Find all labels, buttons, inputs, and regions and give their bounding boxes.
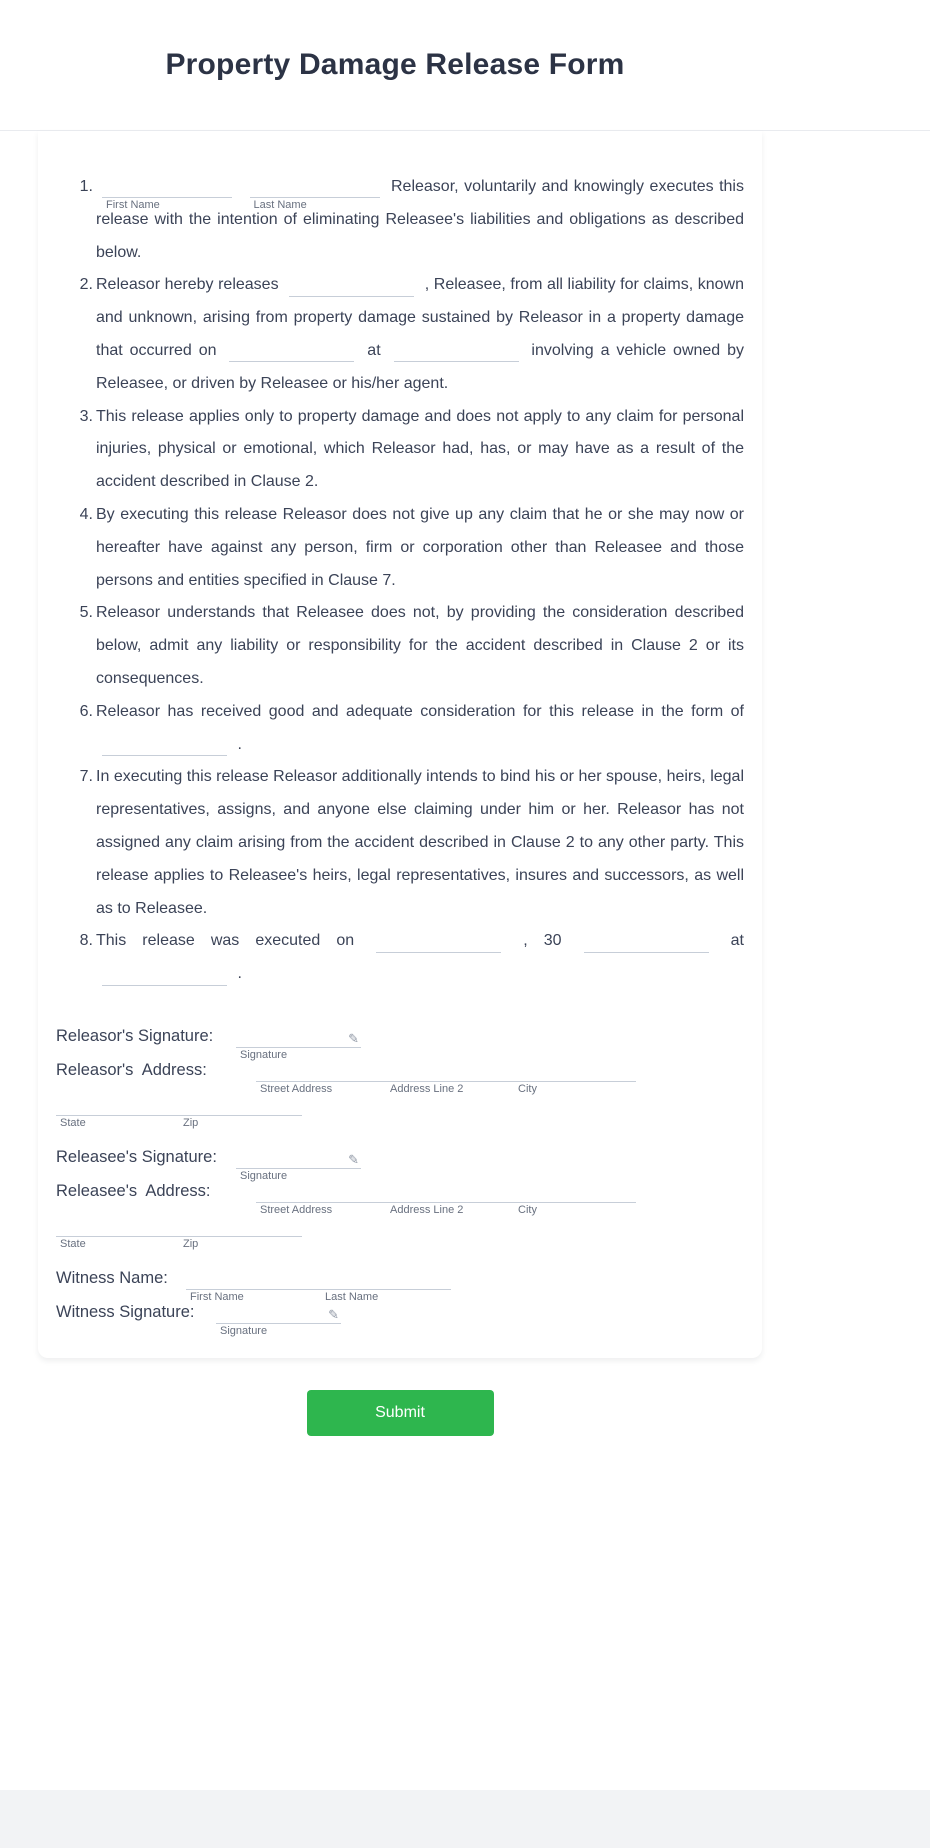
- form-card: [38, 131, 762, 1358]
- releasee-state-sublabel: State: [60, 1237, 86, 1250]
- clause-7: [79, 761, 744, 925]
- execution-date-input[interactable]: [376, 932, 501, 953]
- releasee-zip-field: [179, 1216, 302, 1250]
- witness-first-name-input[interactable]: [186, 1269, 321, 1290]
- releasee-street-field: [256, 1182, 386, 1216]
- releasor-state-zip-row: [56, 1095, 744, 1129]
- witness-last-name-sublabel: Last Name: [325, 1290, 379, 1303]
- releasor-address-label: Releasor's Address:: [56, 1061, 207, 1080]
- submit-button[interactable]: Submit: [307, 1390, 494, 1436]
- witness-first-name-sublabel: First Name: [190, 1290, 244, 1303]
- releasee-street-sublabel: Street Address: [260, 1203, 333, 1216]
- releasor-address2-field: [386, 1061, 514, 1095]
- clause-7-number: 7.: [79, 768, 93, 786]
- clause-8-text-2: , 30: [523, 932, 562, 950]
- accident-location-input[interactable]: [394, 341, 519, 362]
- releasee-address-row: [56, 1182, 744, 1216]
- releasor-state-input[interactable]: [56, 1095, 179, 1116]
- releasor-street-sublabel: Street Address: [260, 1082, 333, 1095]
- releasor-city-sublabel: City: [518, 1082, 537, 1095]
- releasee-signature-input[interactable]: [236, 1148, 361, 1169]
- releasee-zip-input[interactable]: [179, 1216, 302, 1237]
- clause-7-text: In executing this release Releasor additionally intends to bind his or her spouse, heirs, legal representatives, assigns, and anyone else claiming under him or her. Releasor has not assigned any claim arising from the accident described in Clause 2 to any other party. This release applies to Releasee's heirs, legal representatives, insures and successors, as well as to Releasee.: [96, 768, 744, 917]
- clause-2-text-2: , Releasee, from all liability for claims, known and unknown, arising from property damage sustained by Releasor in a property damage that occurred on: [96, 276, 744, 359]
- accident-date-input[interactable]: [229, 341, 354, 362]
- witness-signature-row: [56, 1303, 744, 1337]
- releasee-state-input[interactable]: [56, 1216, 179, 1237]
- clause-1: [79, 171, 744, 269]
- pen-icon: ✎: [348, 1030, 359, 1046]
- clause-8-text-4: .: [237, 965, 242, 983]
- clause-list: [56, 171, 744, 991]
- execution-year-field: [584, 932, 709, 953]
- witness-block: [56, 1269, 744, 1337]
- releasee-signature-row: [56, 1148, 744, 1182]
- clause-6-text-1: Releasor has received good and adequate consideration for this release in the form of: [96, 702, 744, 720]
- witness-name-row: [56, 1269, 744, 1303]
- clause-2-text-3: at: [367, 341, 381, 359]
- releasor-state-field: [56, 1095, 179, 1129]
- signature-section: [56, 1027, 744, 1337]
- releasee-state-zip-row: [56, 1216, 744, 1250]
- releasor-zip-sublabel: Zip: [183, 1116, 199, 1129]
- releasor-signature-field: [236, 1027, 361, 1061]
- releasor-signature-label: Releasor's Signature:: [56, 1027, 214, 1046]
- clause-4-number: 4.: [79, 505, 93, 523]
- form-header: [0, 0, 930, 131]
- witness-signature-label: Witness Signature:: [56, 1303, 195, 1322]
- releasee-name-field: [289, 276, 414, 297]
- clause-6-text-2: .: [237, 735, 242, 753]
- clause-2: [79, 269, 744, 400]
- releasee-block: [56, 1148, 744, 1250]
- clause-4-text: By executing this release Releasor does not give up any claim that he or she may now or hereafter have against any person, firm or corporation other than Releasee and those persons and entities specified in Clause 7.: [96, 505, 744, 589]
- accident-location-field: [394, 341, 519, 362]
- releasee-address2-field: [386, 1182, 514, 1216]
- witness-signature-input[interactable]: [216, 1303, 341, 1324]
- releasor-zip-field: [179, 1095, 302, 1129]
- releasor-first-name-field: [102, 177, 232, 212]
- execution-place-input[interactable]: [102, 965, 227, 986]
- releasor-last-name-input[interactable]: [250, 177, 380, 198]
- witness-last-name-input[interactable]: [321, 1269, 451, 1290]
- releasee-address2-sublabel: Address Line 2: [390, 1203, 464, 1216]
- clause-8-number: 8.: [79, 932, 93, 950]
- releasee-signature-label: Releasee's Signature:: [56, 1148, 217, 1167]
- releasor-first-name-sublabel: First Name: [106, 199, 160, 212]
- clause-5-text: Releasor understands that Releasee does not, by providing the consideration described below, admit any liability or responsibility for the accident described in Clause 2 or its consequences.: [96, 604, 744, 687]
- footer-strip: [0, 1790, 930, 1848]
- submit-area: [0, 1390, 800, 1436]
- clause-8-text-3: at: [730, 932, 744, 950]
- releasor-address2-sublabel: Address Line 2: [390, 1082, 464, 1095]
- accident-date-field: [229, 341, 354, 362]
- releasee-name-input[interactable]: [289, 276, 414, 297]
- pen-icon: ✎: [328, 1306, 339, 1322]
- witness-first-name-field: [186, 1269, 321, 1303]
- releasor-city-field: [514, 1061, 636, 1095]
- clause-3: [79, 401, 744, 499]
- releasor-address2-input[interactable]: [386, 1061, 514, 1082]
- witness-signature-field: [216, 1303, 341, 1337]
- clause-6-number: 6.: [79, 702, 93, 720]
- releasee-city-sublabel: City: [518, 1203, 537, 1216]
- consideration-field: [102, 735, 227, 756]
- releasee-street-input[interactable]: [256, 1182, 386, 1203]
- witness-last-name-field: [321, 1269, 451, 1303]
- clause-8: [79, 925, 744, 991]
- clause-2-text-4: involving a vehicle owned by Releasee, or driven by Releasee or his/her agent.: [96, 341, 744, 392]
- releasor-block: [56, 1027, 744, 1129]
- releasor-first-name-input[interactable]: [102, 177, 232, 198]
- releasor-state-sublabel: State: [60, 1116, 86, 1129]
- clause-1-number: 1.: [79, 178, 93, 195]
- releasee-state-field: [56, 1216, 179, 1250]
- releasee-address-label: Releasee's Address:: [56, 1182, 211, 1201]
- releasee-zip-sublabel: Zip: [183, 1237, 199, 1250]
- clause-2-text-1: Releasor hereby releases: [96, 276, 279, 294]
- page-title: Property Damage Release Form: [165, 48, 625, 81]
- releasor-street-input[interactable]: [256, 1061, 386, 1082]
- clause-1-text: Releasor, voluntarily and knowingly executes this release with the intention of eliminating Releasee's liabilities and obligations as described below.: [96, 178, 744, 261]
- clause-2-number: 2.: [79, 276, 93, 294]
- execution-place-field: [102, 965, 227, 986]
- releasor-signature-row: [56, 1027, 744, 1061]
- clause-3-number: 3.: [79, 407, 93, 425]
- releasor-last-name-field: [250, 177, 380, 212]
- releasor-street-field: [256, 1061, 386, 1095]
- releasor-signature-input[interactable]: [236, 1027, 361, 1048]
- clause-8-text-1: This release was executed on: [96, 932, 355, 950]
- releasor-zip-input[interactable]: [179, 1095, 302, 1116]
- releasor-signature-sublabel: Signature: [240, 1048, 288, 1061]
- releasee-city-field: [514, 1182, 636, 1216]
- releasee-signature-field: [236, 1148, 361, 1182]
- execution-date-field: [376, 932, 501, 953]
- execution-year-input[interactable]: [584, 932, 709, 953]
- pen-icon: ✎: [348, 1151, 359, 1167]
- witness-name-label: Witness Name:: [56, 1269, 168, 1288]
- releasor-last-name-sublabel: Last Name: [253, 199, 307, 212]
- releasor-address-row: [56, 1061, 744, 1095]
- releasor-city-input[interactable]: [514, 1061, 636, 1082]
- clause-4: [79, 499, 744, 597]
- consideration-input[interactable]: [102, 735, 227, 756]
- releasee-signature-sublabel: Signature: [240, 1169, 288, 1182]
- witness-signature-sublabel: Signature: [220, 1324, 268, 1337]
- form-header-inner: [0, 48, 790, 82]
- clause-5-number: 5.: [79, 604, 93, 622]
- clause-3-text: This release applies only to property damage and does not apply to any claim for personal injuries, physical or emotional, which Releasor had, has, or may have as a result of the accident described in Clause 2.: [96, 407, 744, 491]
- clause-5: [79, 597, 744, 695]
- releasee-city-input[interactable]: [514, 1182, 636, 1203]
- releasee-address2-input[interactable]: [386, 1182, 514, 1203]
- clause-6: [79, 696, 744, 762]
